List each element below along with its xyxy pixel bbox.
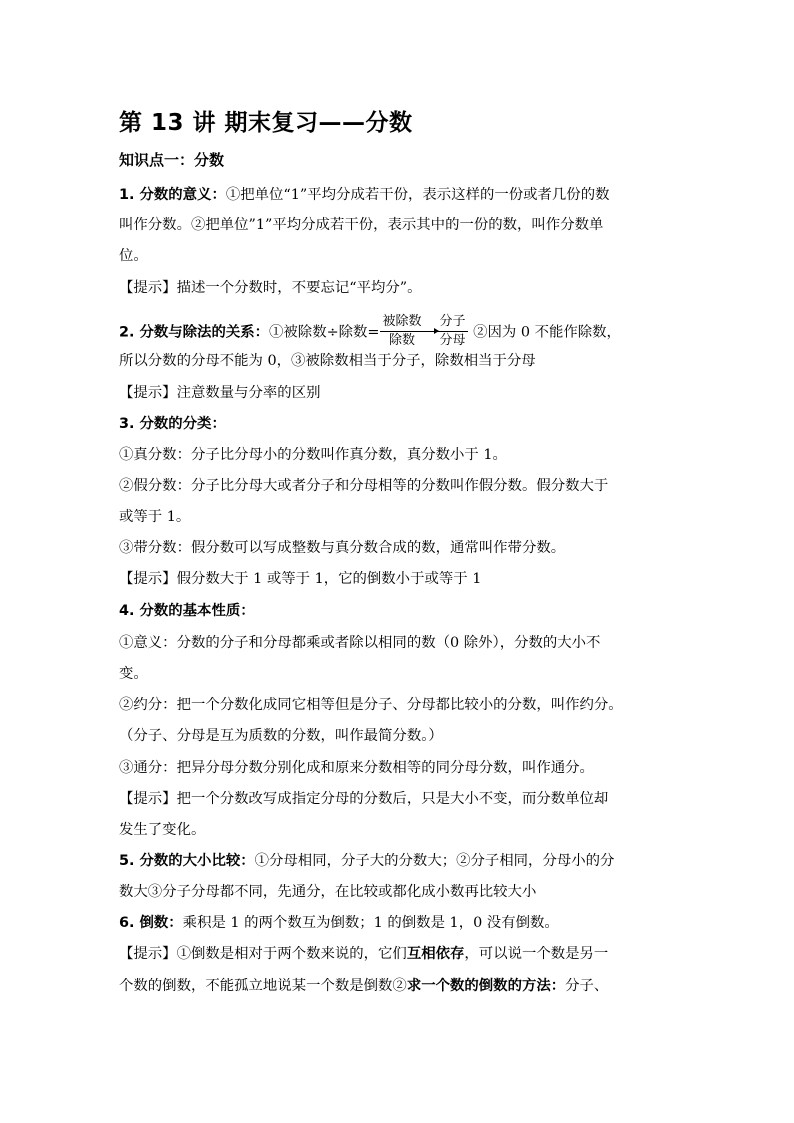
tip-3: 【提示】假分数大于 1 或等于 1，它的倒数小于或等于 1 — [119, 571, 482, 587]
item-5-text: ①分母相同，分子大的分数大；②分子相同，分母小的分 — [254, 853, 615, 869]
item-3-heading — [119, 414, 226, 434]
item-2-text-post: ②因为 0 不能作除数， — [473, 324, 621, 341]
item-6-text: 乘积是 1 的两个数互为倒数；1 的倒数是 1，0 没有倒数。 — [182, 915, 559, 931]
line-6a — [119, 913, 559, 933]
tip-4b: 发生了变化。 — [119, 822, 206, 838]
item-2-text: ①被除数÷除数= — [269, 324, 380, 341]
fraction-denominator: 除数 — [388, 333, 415, 348]
item-2-heading: 2. 分数与除法的关系： — [119, 324, 270, 341]
tip-6a-text: 【提示】①倒数是相对于两个数来说的，它们 — [119, 946, 407, 962]
fraction-numerator-denominator — [438, 313, 468, 350]
tip-6b-text-post: 分子、 — [565, 978, 609, 994]
line-1a — [119, 185, 609, 205]
line-2b: 所以分数的分母不能为 0，③被除数相当于分子，除数相当于分母 — [119, 353, 536, 369]
line-4b: 变。 — [119, 666, 148, 682]
item-4-heading-text: 4. 分数的基本性质： — [119, 603, 255, 619]
item-1-heading: 1. 分数的意义： — [119, 187, 226, 203]
fraction-dividend-divisor — [380, 313, 423, 350]
fraction-denominator: 分母 — [439, 333, 466, 348]
item-3-heading-text: 3. 分数的分类： — [119, 416, 226, 432]
tip-6b — [119, 976, 608, 996]
tip-6b-bold: 求一个数的倒数的方法： — [406, 978, 566, 994]
line-4e: ③通分：把异分母分数分别化成和原来分数相等的同分母分数，叫作通分。 — [119, 760, 594, 776]
tip-6a-bold: 互相依存 — [406, 946, 465, 962]
arrow-right-icon — [424, 331, 438, 332]
tip-4a: 【提示】把一个分数改写成指定分母的分数后，只是大小不变，而分数单位却 — [119, 791, 609, 807]
item-4-heading — [119, 601, 255, 621]
line-4d: （分子、分母是互为质数的分数，叫作最简分数。） — [119, 728, 443, 744]
line-5b: 数大③分子分母都不同，先通分，在比较或都化成小数再比较大小 — [119, 884, 537, 900]
item-1-text: ①把单位“1”平均分成若干份，表示这样的一份或者几份的数 — [225, 187, 610, 203]
tip-1: 【提示】描述一个分数时，不要忘记“平均分”。 — [119, 280, 422, 296]
fraction-numerator: 被除数 — [380, 313, 423, 332]
tip-6a — [119, 944, 608, 964]
fraction-numerator: 分子 — [438, 313, 468, 332]
line-1c: 位。 — [119, 248, 148, 264]
line-4c: ②约分：把一个分数化成同它相等但是分子、分母都比较小的分数，叫作约分。 — [119, 697, 623, 713]
tip-2: 【提示】注意数量与分率的区别 — [119, 385, 321, 401]
line-3d: ③带分数：假分数可以写成整数与真分数合成的数，通常叫作带分数。 — [119, 540, 566, 556]
section-heading-knowledge-point-1: 知识点一：分数 — [119, 151, 225, 169]
line-4a: ①意义：分数的分子和分母都乘或者除以相同的数（0 除外），分数的大小不 — [119, 635, 601, 651]
page-title: 第 13 讲 期末复习——分数 — [119, 110, 413, 136]
tip-6a-text-post: ，可以说一个数是另一 — [464, 946, 609, 962]
line-1b: 叫作分数。②把单位”1”平均分成若干份，表示其中的一份的数，叫作分数单 — [119, 217, 604, 233]
line-5a — [119, 851, 614, 871]
item-6-heading: 6. 倒数： — [119, 915, 183, 931]
tip-6b-text: 个数的倒数，不能孤立地说某一个数是倒数② — [119, 978, 407, 994]
item-5-heading: 5. 分数的大小比较： — [119, 853, 255, 869]
line-3c: 或等于 1。 — [119, 509, 191, 525]
line-3a: ①真分数：分子比分母小的分数叫作真分数，真分数小于 1。 — [119, 447, 507, 463]
line-2a — [119, 314, 621, 351]
line-3b: ②假分数：分子比分母大或者分子和分母相等的分数叫作假分数。假分数大于 — [119, 478, 609, 494]
